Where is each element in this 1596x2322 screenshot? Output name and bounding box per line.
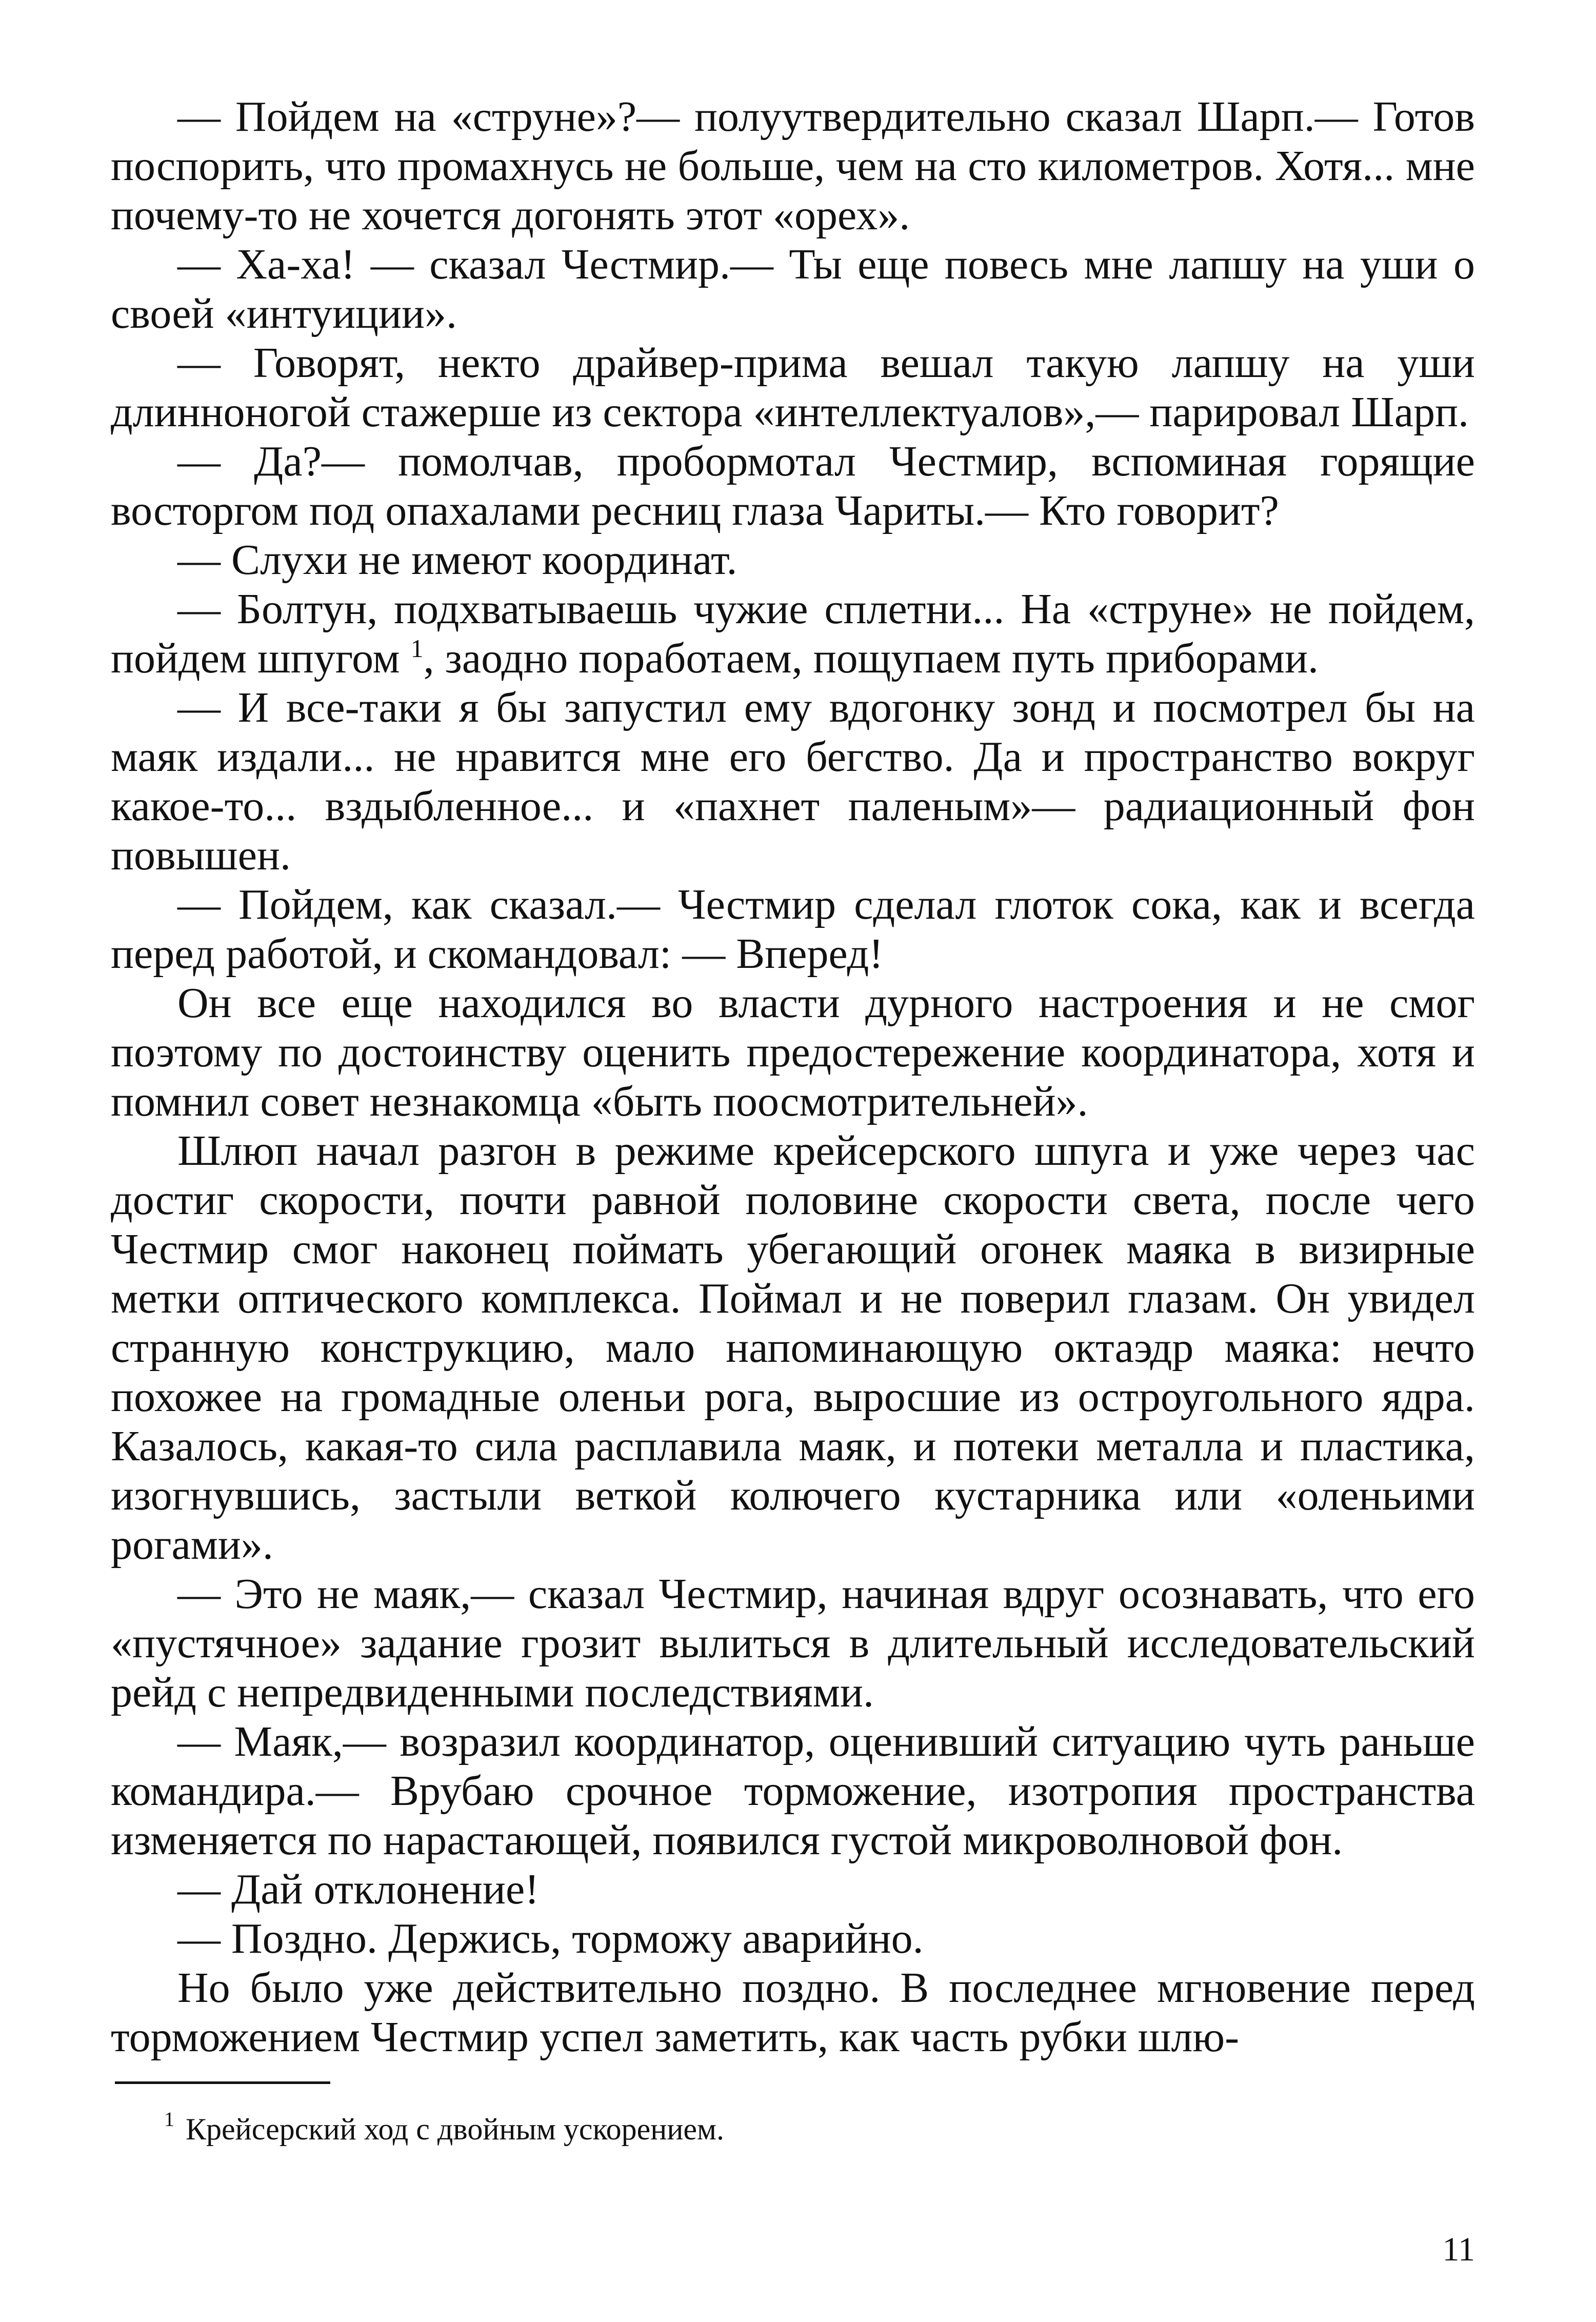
paragraph: — Слухи не имеют координат. xyxy=(177,536,737,584)
paragraph: — Поздно. Держись, торможу аварийно. xyxy=(177,1915,924,1962)
paragraph: — И все-таки я бы запустил ему вдогонку зонд и посмотрел бы на маяк издали... не нравится мне его бегство. Да и пространство вокруг какое-то... вздыбленное... и «пахнет паленым»— радиационный фон повышен. xyxy=(111,684,1475,879)
paragraph-with-footnote xyxy=(111,585,1475,683)
paragraph: Шлюп начал разгон в режиме крейсерского шпуга и уже через час достиг скорости, почти равной половине скорости света, после чего Честмир смог наконец поймать убегающий огонек маяка в визирные метки оптического комплекса. Поймал и не поверил глазам. Он увидел странную конструкцию, мало напоминающую октаэдр маяка: нечто похожее на громадные оленьи рога, выросшие из остроугольного ядра. Казалось, какая-то сила расплавила маяк, и потеки металла и пластика, изогнувшись, застыли веткой колючего кустарника или «оленьими рогами». xyxy=(111,1127,1475,1569)
footnote-number: 1 xyxy=(164,2108,174,2131)
paragraph: — Ха-ха! — сказал Честмир.— Ты еще повесь мне лапшу на уши о своей «интуиции». xyxy=(111,241,1475,338)
page-number: 11 xyxy=(1442,2231,1475,2268)
footnote xyxy=(164,2108,1446,2148)
paragraph-text: , заодно поработаем, пощупаем путь приборами. xyxy=(423,634,1319,682)
paragraph: — Это не маяк,— сказал Честмир, начиная вдруг осознавать, что его «пустячное» задание грозит вылиться в длительный исследовательский рейд с непредвиденными последствиями. xyxy=(111,1570,1475,1716)
paragraph: Он все еще находился во власти дурного настроения и не смог поэтому по достоинству оценить предостережение координатора, хотя и помнил совет незнакомца «быть поосмотрительней». xyxy=(111,979,1475,1125)
footnote-text: Крейсерский ход с двойным ускорением. xyxy=(186,2112,725,2146)
paragraph: — Да?— помолчав, пробормотал Честмир, вспоминая горящие восторгом под опахалами ресниц глаза Чариты.— Кто говорит? xyxy=(111,438,1475,534)
footnote-divider xyxy=(115,2081,330,2084)
paragraph: — Пойдем на «струне»?— полуутвердительно сказал Шарп.— Готов поспорить, что промахнусь не больше, чем на сто километров. Хотя... мне почему-то не хочется догонять этот «орех». xyxy=(111,93,1475,239)
paragraph: — Маяк,— возразил координатор, оценивший ситуацию чуть раньше командира.— Врубаю срочное торможение, изотропия пространства изменяется по нарастающей, появился густой микроволновой фон. xyxy=(111,1718,1475,1864)
paragraph: — Говорят, некто драйвер-прима вешал такую лапшу на уши длинноногой стажерше из сектора «интеллектуалов»,— парировал Шарп. xyxy=(111,339,1475,436)
paragraph: — Дай отклонение! xyxy=(177,1865,540,1913)
page-body xyxy=(111,92,1475,2062)
paragraph: — Пойдем, как сказал.— Честмир сделал глоток сока, как и всегда перед работой, и скомандовал: — Вперед! xyxy=(111,881,1475,978)
footnote-mark: 1 xyxy=(410,634,424,663)
paragraph: Но было уже действительно поздно. В последнее мгновение перед торможением Честмир успел заметить, как часть рубки шлю- xyxy=(111,1964,1475,2061)
paragraph-text: — Болтун, подхватываешь чужие сплетни... На «струне» не пойдем, пойдем шпугом xyxy=(111,585,1475,682)
